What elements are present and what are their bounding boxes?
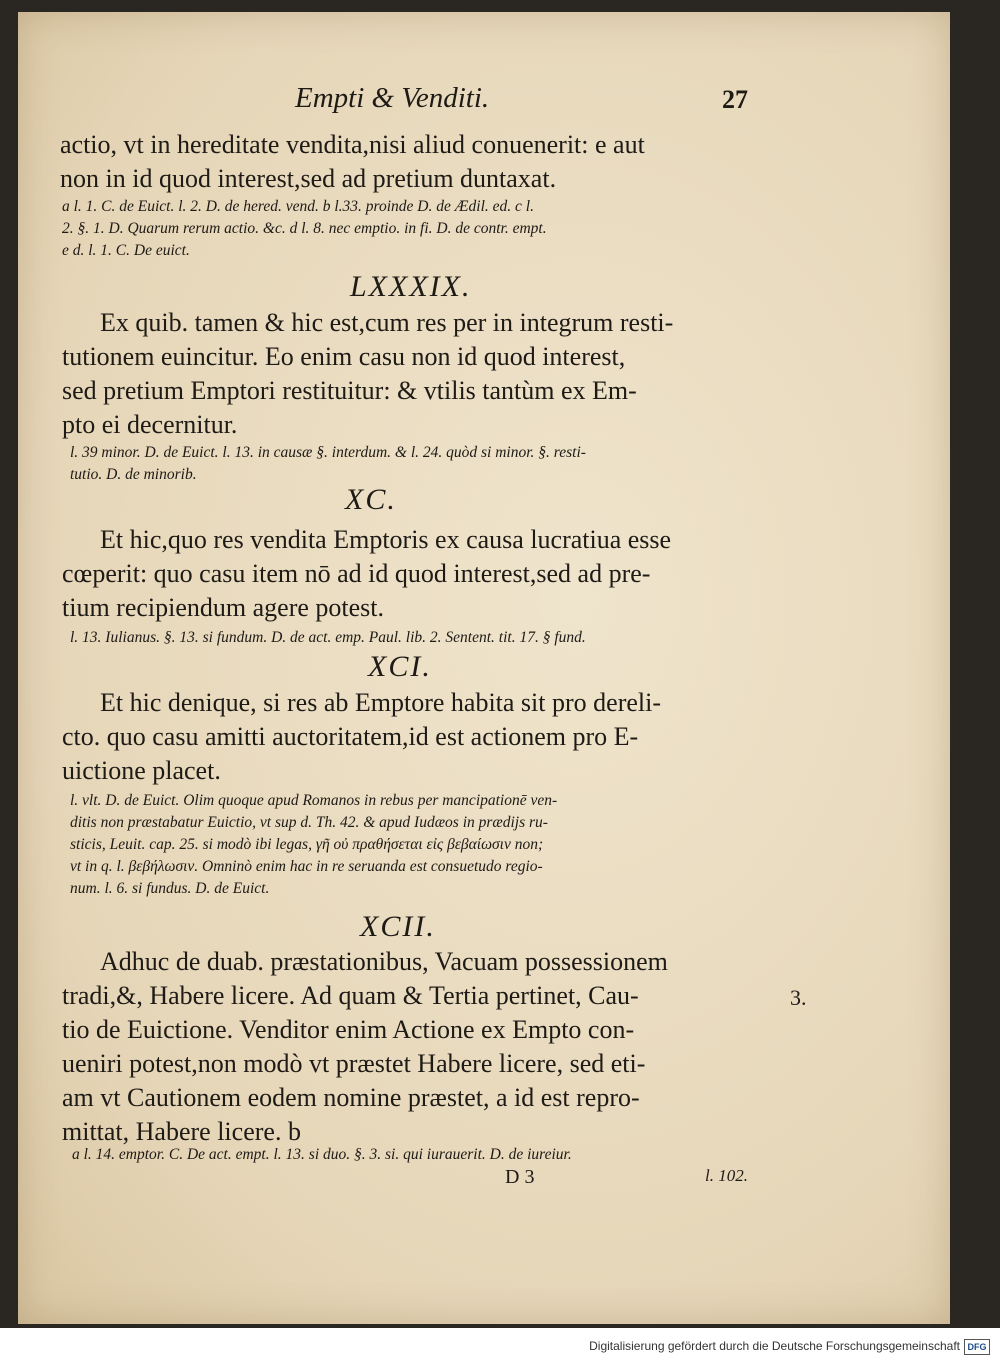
body-text-line: Ex quib. tamen & hic est,cum res per in integrum resti-	[100, 308, 674, 337]
footnote-line: a l. 1. C. de Euict. l. 2. D. de hered. vend. b l.33. proinde D. de Ædil. ed. c l.	[62, 198, 534, 215]
body-text-line: cœperit: quo casu item nō ad id quod interest,sed ad pre-	[62, 559, 651, 588]
body-text-line: sed pretium Emptori restituitur: & vtilis tantùm ex Em-	[62, 376, 637, 405]
body-text-line: tradi,&, Habere licere. Ad quam & Tertia pertinet, Cau-	[62, 981, 639, 1010]
dfg-logo-icon: DFG	[964, 1339, 990, 1355]
signature-mark: D 3	[505, 1166, 535, 1188]
section-heading: LXXXIX.	[350, 270, 472, 303]
body-text-line: Et hic denique, si res ab Emptore habita sit pro dereli-	[100, 688, 661, 717]
footnote-line: e d. l. 1. C. De euict.	[62, 242, 190, 259]
footnote-line: 2. §. 1. D. Quarum rerum actio. &c. d l. 8. nec emptio. in fi. D. de contr. empt.	[62, 220, 547, 237]
footnote-line: a l. 14. emptor. C. De act. empt. l. 13. si duo. §. 3. si. qui iurauerit. D. de iureiur.	[72, 1146, 572, 1163]
footnote-line: ditis non præstabatur Euictio, vt sup d. Th. 42. & apud Iudæos in prædijs ru-	[70, 814, 548, 831]
body-text-line: am vt Cautionem eodem nomine præstet, a id est repro-	[62, 1083, 640, 1112]
body-text-line: Adhuc de duab. præstationibus, Vacuam possessionem	[100, 947, 668, 976]
body-text-line: uictione placet.	[62, 756, 221, 785]
body-text-line: non in id quod interest,sed ad pretium duntaxat.	[60, 164, 557, 193]
footnote-line: l. 39 minor. D. de Euict. l. 13. in causæ §. interdum. & l. 24. quòd si minor. §. resti-	[70, 444, 586, 461]
section-heading: XC.	[345, 483, 397, 516]
body-text-line: cto. quo casu amitti auctoritatem,id est actionem pro E-	[62, 722, 639, 751]
body-text-line: Et hic,quo res vendita Emptoris ex causa lucratiua esse	[100, 525, 672, 554]
body-text-line: ueniri potest,non modò vt præstet Habere licere, sed eti-	[62, 1049, 646, 1078]
footnote-line: tutio. D. de minorib.	[70, 466, 197, 483]
body-text-line: tium recipiendum agere potest.	[62, 593, 385, 622]
page-number: 27	[722, 85, 748, 114]
section-heading: XCI.	[368, 650, 432, 683]
footnote-line: vt in q. l. βεβήλωσιν. Omninò enim hac in re seruanda est consuetudo regio-	[70, 858, 543, 875]
section-heading: XCII.	[360, 910, 436, 943]
footnote-line: num. l. 6. si fundus. D. de Euict.	[70, 880, 270, 897]
body-text-line: actio, vt in hereditate vendita,nisi aliud conuenerit: e aut	[60, 130, 645, 159]
dfg-credit: Digitalisierung gefördert durch die Deutsche Forschungsgemeinschaft	[589, 1339, 960, 1353]
footnote-line: l. 13. Iulianus. §. 13. si fundum. D. de act. emp. Paul. lib. 2. Sentent. tit. 17. § fund.	[70, 629, 586, 646]
footnote-line: l. vlt. D. de Euict. Olim quoque apud Romanos in rebus per mancipationē ven-	[70, 792, 558, 809]
body-text-line: tio de Euictione. Venditor enim Actione ex Empto con-	[62, 1015, 635, 1044]
running-title: Empti & Venditi.	[295, 82, 490, 114]
margin-note: 3.	[790, 985, 807, 1010]
footnote-line: sticis, Leuit. cap. 25. si modò ibi legas, γῆ οὐ πραθήσεται εἰς βεβαίωσιν non;	[70, 836, 544, 853]
body-text-line: tutionem euincitur. Eo enim casu non id quod interest,	[62, 342, 626, 371]
body-text-line: mittat, Habere licere. b	[62, 1117, 301, 1146]
body-text-line: pto ei decernitur.	[62, 410, 238, 439]
catchword: l. 102.	[705, 1166, 748, 1185]
